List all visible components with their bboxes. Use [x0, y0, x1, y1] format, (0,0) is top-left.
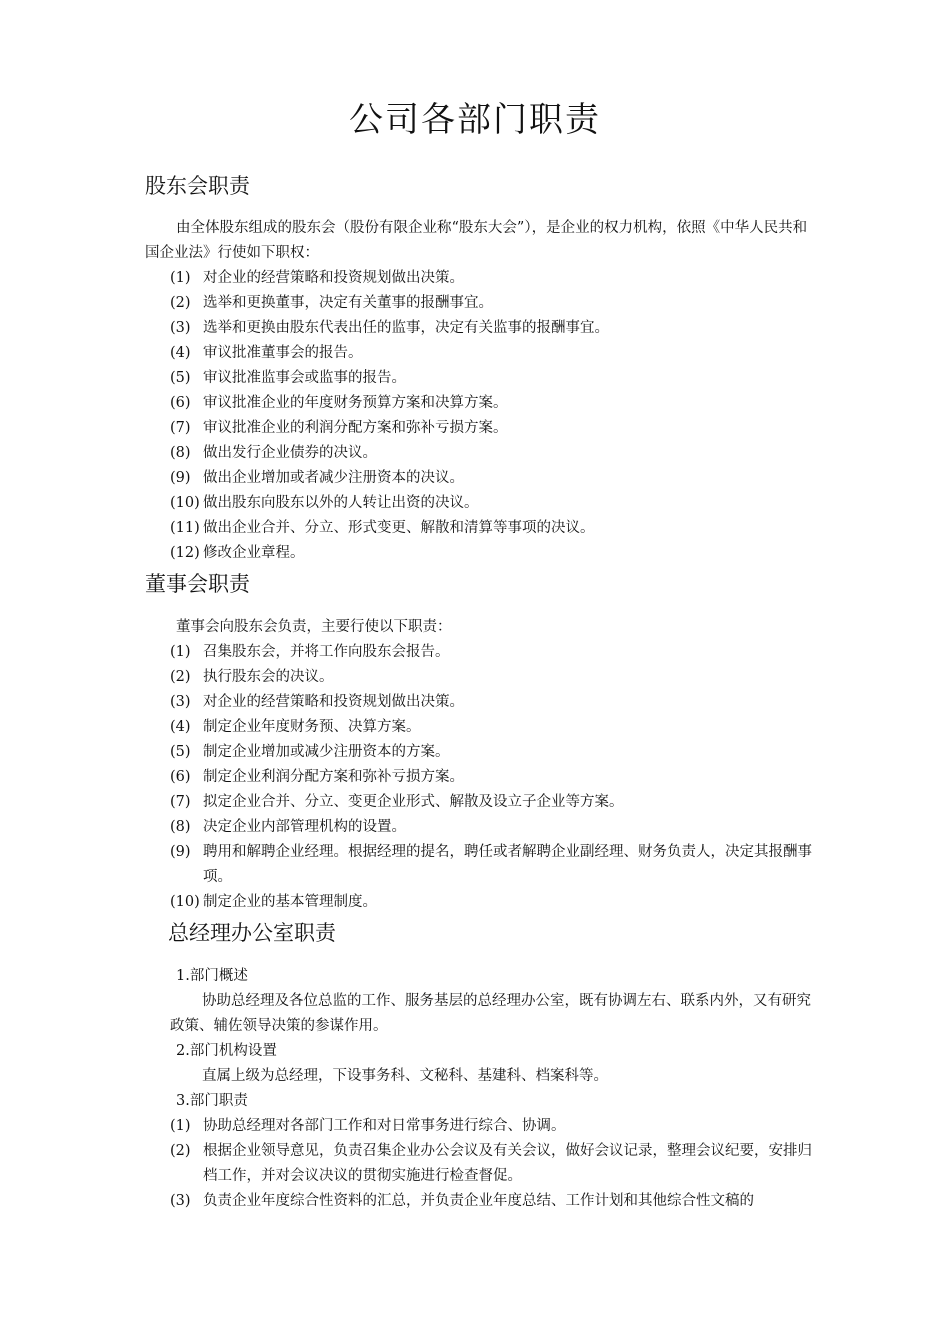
- board-intro: 董事会向股东会负责，主要行使以下职责：: [176, 619, 452, 635]
- page-title: 公司各部门职责: [349, 100, 601, 140]
- item-number: (8): [170, 445, 191, 461]
- item-text: 制定企业年度财务预、决算方案。: [203, 719, 421, 735]
- list-item: [170, 1139, 820, 1189]
- item-text: 审议批准企业的利润分配方案和弥补亏损方案。: [203, 420, 508, 436]
- list-item: [170, 266, 820, 291]
- item-text: 选举和更换由股东代表出任的监事，决定有关监事的报酬事宜。: [203, 320, 609, 336]
- item-text: 做出企业增加或者减少注册资本的决议。: [203, 470, 464, 486]
- item-text: 对企业的经营策略和投资规划做出决策。: [203, 270, 464, 286]
- list-item: [170, 341, 820, 366]
- list-item: [170, 790, 820, 815]
- item-text: 制定企业的基本管理制度。: [203, 894, 377, 910]
- item-text: 审议批准监事会或监事的报告。: [203, 370, 406, 386]
- item-number: (3): [170, 694, 191, 710]
- item-text: 做出股东向股东以外的人转让出资的决议。: [203, 495, 479, 511]
- item-text: 做出发行企业债券的决议。: [203, 445, 377, 461]
- item-number: (6): [170, 395, 191, 411]
- section-heading-board: 董事会职责: [145, 572, 250, 596]
- item-text: 修改企业章程。: [203, 545, 305, 561]
- item-text: 制定企业利润分配方案和弥补亏损方案。: [203, 769, 464, 785]
- list-item: [170, 715, 820, 740]
- list-item: [170, 491, 820, 516]
- item-number: (9): [170, 844, 191, 860]
- list-item: [170, 815, 820, 840]
- item-text: 制定企业增加或减少注册资本的方案。: [203, 744, 450, 760]
- list-item: [170, 416, 820, 441]
- item-text: 对企业的经营策略和投资规划做出决策。: [203, 694, 464, 710]
- list-item: [170, 541, 820, 566]
- item-number: (2): [170, 1143, 191, 1159]
- item-number: (10): [170, 894, 200, 910]
- item-number: (9): [170, 470, 191, 486]
- list-item: [170, 366, 820, 391]
- list-item: [170, 640, 820, 665]
- item-number: (1): [170, 644, 191, 660]
- list-item: [170, 690, 820, 715]
- item-number: (12): [170, 545, 200, 561]
- structure-label: 2.部门机构设置: [176, 1043, 277, 1059]
- structure-text: 直属上级为总经理，下设事务科、文秘科、基建科、档案科等。: [202, 1068, 608, 1084]
- item-number: (5): [170, 744, 191, 760]
- item-text: 召集股东会，并将工作向股东会报告。: [203, 644, 450, 660]
- item-number: (2): [170, 295, 191, 311]
- shareholders-intro: 由全体股东组成的股东会（股份有限企业称“股东大会”），是企业的权力机构，依照《中华人民共和国企业法》行使如下职权：: [145, 220, 808, 261]
- list-item: [170, 516, 820, 541]
- item-number: (7): [170, 794, 191, 810]
- item-text: 审议批准企业的年度财务预算方案和决算方案。: [203, 395, 508, 411]
- item-number: (11): [170, 520, 200, 536]
- item-number: (8): [170, 819, 191, 835]
- list-item: [170, 840, 820, 890]
- list-item: [170, 765, 820, 790]
- list-item: [170, 291, 820, 316]
- list-item: [170, 441, 820, 466]
- item-text: 选举和更换董事，决定有关董事的报酬事宜。: [203, 295, 493, 311]
- item-text: 决定企业内部管理机构的设置。: [203, 819, 406, 835]
- item-number: (5): [170, 370, 191, 386]
- item-number: (6): [170, 769, 191, 785]
- item-text: 审议批准董事会的报告。: [203, 345, 363, 361]
- item-number: (7): [170, 420, 191, 436]
- item-text: 做出企业合并、分立、形式变更、解散和清算等事项的决议。: [203, 520, 595, 536]
- list-item: [170, 1114, 820, 1139]
- item-number: (1): [170, 270, 191, 286]
- section-heading-gm-office: 总经理办公室职责: [168, 921, 336, 945]
- list-item: [170, 890, 820, 915]
- list-item: [170, 466, 820, 491]
- list-item: [170, 316, 820, 341]
- overview-text: 协助总经理及各位总监的工作、服务基层的总经理办公室，既有协调左右、联系内外，又有研究政策、辅佐领导决策的参谋作用。: [170, 993, 811, 1034]
- list-item: [170, 665, 820, 690]
- item-number: (2): [170, 669, 191, 685]
- duties-label: 3.部门职责: [176, 1093, 248, 1109]
- item-number: (3): [170, 1193, 191, 1209]
- overview-label: 1.部门概述: [176, 968, 248, 984]
- item-number: (3): [170, 320, 191, 336]
- item-number: (4): [170, 345, 191, 361]
- section-heading-shareholders: 股东会职责: [145, 174, 250, 198]
- item-text: 协助总经理对各部门工作和对日常事务进行综合、协调。: [203, 1118, 566, 1134]
- list-item: [170, 1189, 820, 1214]
- item-number: (4): [170, 719, 191, 735]
- item-number: (1): [170, 1118, 191, 1134]
- list-item: [170, 740, 820, 765]
- item-text: 拟定企业合并、分立、变更企业形式、解散及设立子企业等方案。: [203, 794, 624, 810]
- item-text: 根据企业领导意见，负责召集企业办公会议及有关会议，做好会议记录，整理会议纪要，安排归档工作，并对会议决议的贯彻实施进行检查督促。: [203, 1143, 812, 1184]
- item-number: (10): [170, 495, 200, 511]
- item-text: 聘用和解聘企业经理。根据经理的提名，聘任或者解聘企业副经理、财务负责人，决定其报酬事项。: [203, 844, 812, 885]
- list-item: [170, 391, 820, 416]
- item-text: 负责企业年度综合性资料的汇总，并负责企业年度总结、工作计划和其他综合性文稿的: [203, 1193, 754, 1209]
- item-text: 执行股东会的决议。: [203, 669, 334, 685]
